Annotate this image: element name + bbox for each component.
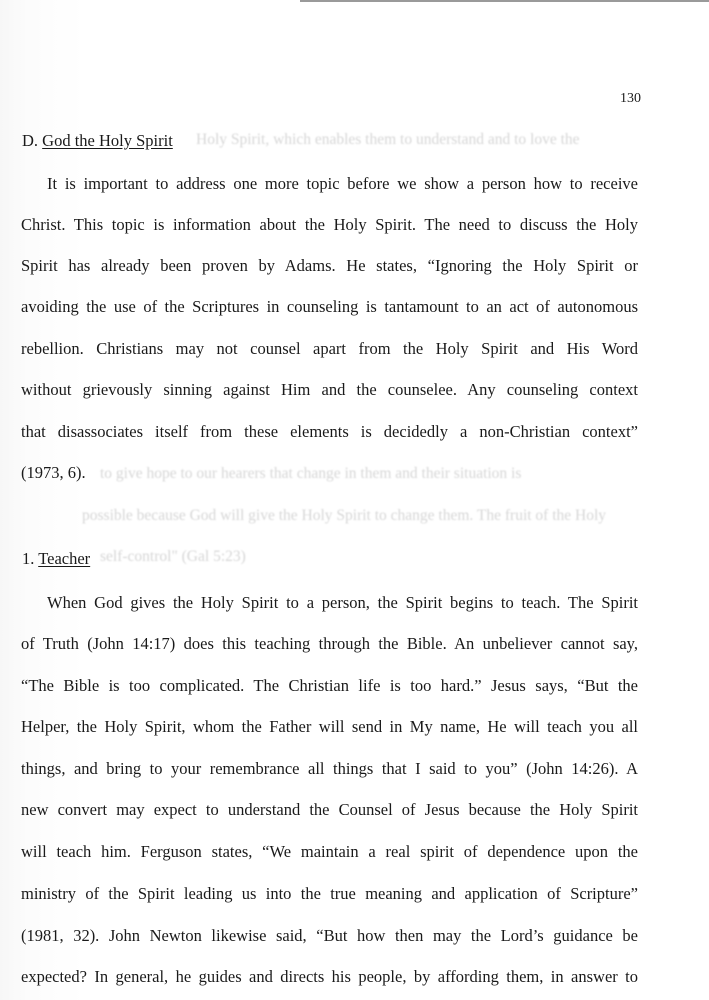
section-heading xyxy=(22,131,173,151)
subsection-number: 1. xyxy=(22,549,35,568)
paragraph-line: Spirit has already been proven by Adams. He states, “Ignoring the Holy Spirit or xyxy=(21,256,638,275)
paragraph-line: will teach him. Ferguson states, “We maintain a real spirit of dependence upon the xyxy=(21,842,638,861)
paragraph-line: that disassociates itself from these elements is decidedly a non-Christian context” xyxy=(21,422,638,441)
paragraph-line: of Truth (John 14:17) does this teaching through the Bible. An unbeliever cannot say, xyxy=(21,634,638,653)
paragraph-line: without grievously sinning against Him and the counselee. Any counseling context xyxy=(21,380,638,399)
paragraph-line: (1973, 6). xyxy=(21,463,86,482)
paragraph-line: things, and bring to your remembrance all things that I said to you” (John 14:26). A xyxy=(21,759,638,778)
paragraph-line: Christ. This topic is information about the Holy Spirit. The need to discuss the Holy xyxy=(21,215,638,234)
paragraph-line: When God gives the Holy Spirit to a person, the Spirit begins to teach. The Spirit xyxy=(47,593,638,612)
bleed-through-line: to give hope to our hearers that change in them and their situation is xyxy=(100,465,522,482)
paragraph-line: Helper, the Holy Spirit, whom the Father will send in My name, He will teach you all xyxy=(21,717,638,736)
bleed-through-line: possible because God will give the Holy Spirit to change them. The fruit of the Holy xyxy=(82,507,607,524)
paragraph-line: “The Bible is too complicated. The Christian life is too hard.” Jesus says, “But the xyxy=(21,676,638,695)
paragraph-line: new convert may expect to understand the Counsel of Jesus because the Holy Spirit xyxy=(21,800,638,819)
subsection-heading xyxy=(22,549,90,569)
paragraph-line: rebellion. Christians may not counsel apart from the Holy Spirit and His Word xyxy=(21,339,638,358)
bleed-through-line: self-control" (Gal 5:23) xyxy=(100,548,246,565)
paragraph-line: ministry of the Spirit leading us into the true meaning and application of Scripture” xyxy=(21,884,638,903)
paragraph-line: avoiding the use of the Scriptures in counseling is tantamount to an act of autonomous xyxy=(21,297,638,316)
paragraph-line: It is important to address one more topic before we show a person how to receive xyxy=(47,174,638,193)
section-title: God the Holy Spirit xyxy=(42,131,173,150)
paragraph-line: expected? In general, he guides and directs his people, by affording them, in answer to xyxy=(21,967,638,986)
page-number: 130 xyxy=(620,91,641,106)
subsection-title: Teacher xyxy=(38,549,91,568)
paragraph-line: (1981, 32). John Newton likewise said, “But how then may the Lord’s guidance be xyxy=(21,926,638,945)
scan-top-edge xyxy=(300,0,709,2)
section-number: D. xyxy=(22,131,39,150)
bleed-through-line: Holy Spirit, which enables them to understand and to love the xyxy=(196,131,580,148)
